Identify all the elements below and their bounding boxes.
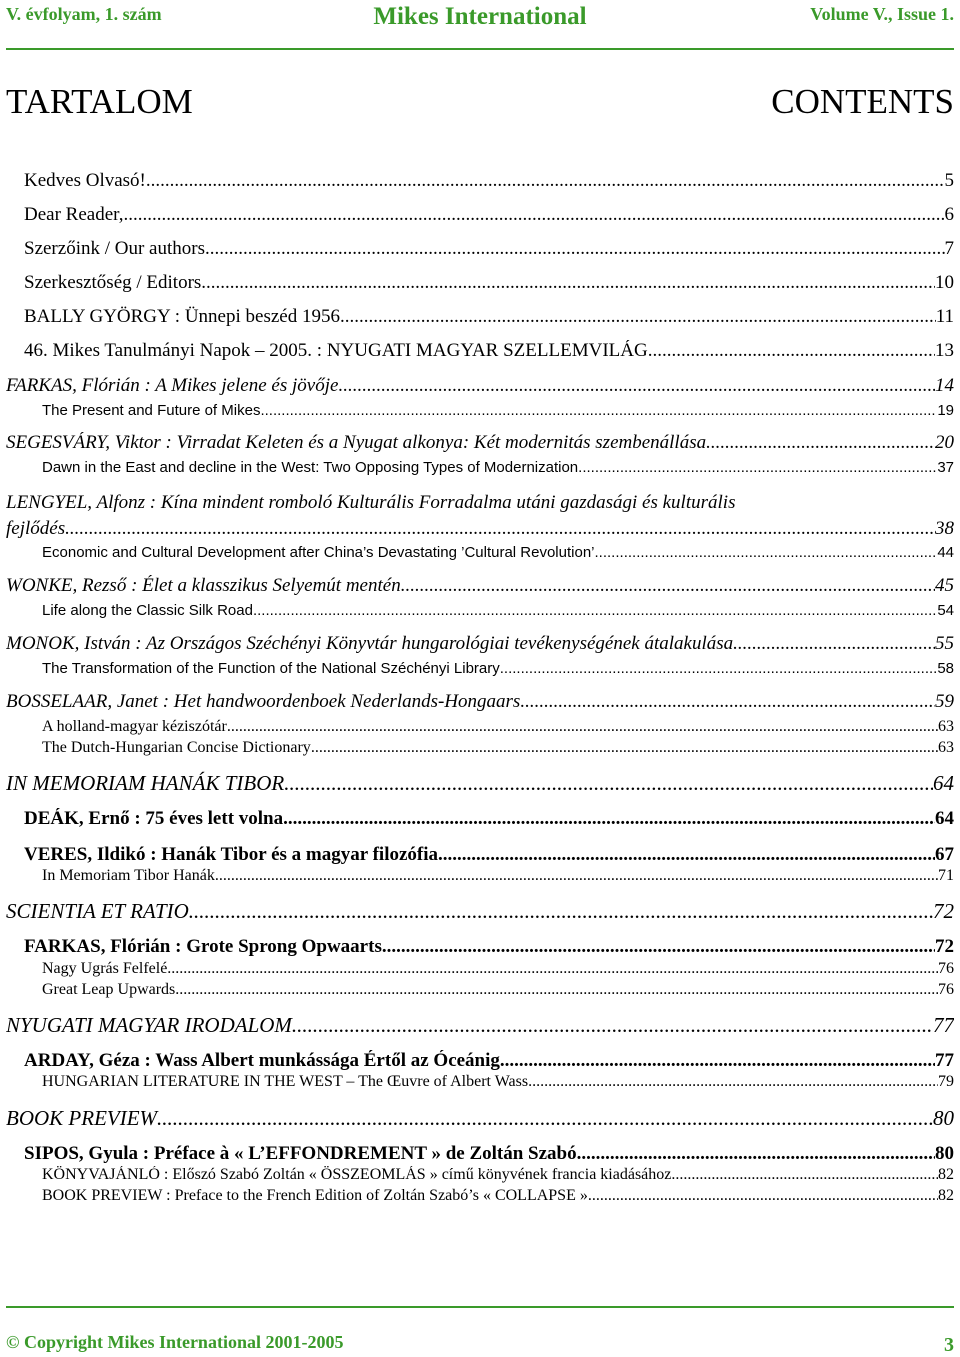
toc-section[interactable]: [6, 899, 954, 923]
title-contents: CONTENTS: [771, 82, 954, 121]
toc-entry-page: 63: [938, 739, 954, 756]
toc-entry-page: 77: [935, 1050, 954, 1071]
dot-leader: [205, 238, 945, 260]
dot-leader: [500, 660, 938, 677]
toc-entry-title: Nagy Ugrás Felfelé: [42, 960, 168, 977]
toc-subentry[interactable]: [42, 1073, 954, 1091]
toc-entry-page: 20: [935, 432, 954, 453]
dot-leader: [157, 1106, 933, 1130]
toc-subentry[interactable]: [42, 981, 954, 999]
toc-entry-page: 64: [935, 808, 954, 829]
toc-entry-title: Dawn in the East and decline in the West: Two Opposing Types of Modernization: [42, 459, 579, 476]
toc-entry-page: 63: [938, 718, 954, 735]
toc-entry-title: FARKAS, Flórián : Grote Sprong Opwaarts: [24, 936, 382, 957]
toc-entry-page: 44: [937, 544, 954, 561]
toc-entry-page: 37: [937, 459, 954, 476]
toc-subentry[interactable]: [42, 739, 954, 757]
dot-leader: [175, 981, 938, 999]
dot-leader: [671, 1166, 938, 1184]
toc-entry-page: 13: [935, 340, 954, 361]
toc-entry-page: 80: [935, 1143, 954, 1164]
toc-section-title: NYUGATI MAGYAR IRODALOM: [6, 1013, 292, 1037]
toc-subentry[interactable]: [42, 602, 954, 619]
toc-entry-page: 72: [935, 936, 954, 957]
toc-entry-page: 79: [938, 1073, 954, 1090]
toc-entry-title: SEGESVÁRY, Viktor : Virradat Keleten és a Nyugat alkonya: Két modernitás szembenállása: [6, 432, 707, 453]
toc-entry-page: 58: [937, 660, 954, 677]
toc-entry[interactable]: [24, 1143, 954, 1165]
toc-entry[interactable]: [6, 575, 954, 597]
toc-entry[interactable]: [24, 204, 954, 226]
dot-leader: [283, 808, 935, 830]
header-volume-hu: V. évfolyam, 1. szám: [6, 4, 162, 24]
dot-leader: [706, 432, 935, 454]
dot-leader: [528, 1073, 938, 1091]
toc-entry-title: BOOK PREVIEW : Preface to the French Edition of Zoltán Szabó’s « COLLAPSE »: [42, 1187, 588, 1204]
header-volume-en: Volume V., Issue 1.: [810, 4, 954, 24]
header-journal-title: Mikes International: [373, 3, 587, 30]
toc-section-page: 77: [933, 1013, 954, 1037]
toc-entry-page: 76: [938, 960, 954, 977]
dot-leader: [65, 518, 935, 540]
toc-entry-page: 67: [935, 844, 954, 865]
toc-subentry[interactable]: [42, 718, 954, 736]
toc-entry-title: LENGYEL, Alfonz : Kína mindent romboló Kulturális Forradalma utáni gazdasági és kulturális: [6, 492, 736, 513]
toc-entry[interactable]: [6, 691, 954, 713]
toc-entry[interactable]: [6, 492, 954, 514]
toc-entry-page: 54: [937, 602, 954, 619]
dot-leader: [260, 402, 937, 419]
toc-entry-title: A holland-magyar kéziszótár: [42, 718, 227, 735]
dot-leader: [382, 936, 935, 958]
toc-entry-title: KÖNYVAJÁNLÓ : Előszó Szabó Zoltán « ÖSSZEOMLÁS » című könyvének francia kiadásához: [42, 1166, 672, 1183]
toc-entry-page: 11: [935, 306, 954, 327]
toc-entry[interactable]: [6, 633, 954, 655]
dot-leader: [345, 306, 936, 328]
dot-leader: [123, 204, 944, 226]
toc-entry[interactable]: [24, 808, 954, 830]
dot-leader: [595, 544, 938, 561]
toc-entry[interactable]: [24, 936, 954, 958]
toc-entry-page: 55: [935, 633, 954, 654]
toc-entry-page: 71: [938, 867, 954, 884]
toc-entry-title: VERES, Ildikó : Hanák Tibor és a magyar filozófia: [24, 844, 439, 865]
dot-leader: [311, 739, 938, 757]
dot-leader: [215, 867, 938, 885]
toc-subentry[interactable]: [42, 1187, 954, 1205]
dot-leader: [520, 691, 935, 713]
toc-entry-title: 46. Mikes Tanulmányi Napok – 2005. : NYUGATI MAGYAR SZELLEMVILÁG: [24, 340, 648, 361]
toc-section[interactable]: [6, 771, 954, 795]
toc-entry-title: MONOK, István : Az Országos Széchényi Könyvtár hungarológiai tevékenységének átalakulása: [6, 633, 734, 654]
toc-entry[interactable]: [24, 340, 954, 362]
toc-section[interactable]: [6, 1013, 954, 1037]
dot-leader: [578, 459, 937, 476]
contents-title-row: [6, 82, 954, 132]
toc-entry-title: Szerzőink / Our authors: [24, 238, 205, 259]
title-tartalom: TARTALOM: [6, 82, 193, 121]
toc-entry-title: BALLY GYÖRGY : Ünnepi beszéd 1956.: [24, 306, 345, 327]
toc-entry[interactable]: [24, 272, 954, 294]
toc-entry[interactable]: [24, 844, 954, 866]
toc-entry-page: 5: [944, 170, 954, 191]
dot-leader: [500, 1050, 935, 1072]
toc-entry-page: 38: [935, 518, 954, 539]
dot-leader: [253, 602, 937, 619]
toc-section-title: SCIENTIA ET RATIO: [6, 899, 189, 923]
toc-subentry[interactable]: [42, 1166, 954, 1184]
footer-rule: [6, 1306, 954, 1308]
dot-leader: [201, 272, 935, 294]
dot-leader: [292, 1013, 933, 1037]
toc-subentry[interactable]: [42, 867, 954, 885]
toc-entry-title: Economic and Cultural Development after China’s Devastating ’Cultural Revolution’: [42, 544, 595, 561]
dot-leader: [733, 633, 935, 655]
dot-leader: [167, 960, 938, 978]
dot-leader: [588, 1187, 938, 1205]
toc-section-page: 80: [933, 1106, 954, 1130]
toc-entry-page: 14: [935, 375, 954, 396]
dot-leader: [338, 375, 935, 397]
dot-leader: [401, 575, 935, 597]
toc-subentry[interactable]: [42, 459, 954, 476]
running-header: [0, 0, 960, 36]
toc-section-page: 64: [933, 771, 954, 795]
dot-leader: [577, 1143, 935, 1165]
toc-entry[interactable]: [24, 306, 954, 328]
toc-entry-title: DEÁK, Ernő : 75 éves lett volna: [24, 808, 284, 829]
dot-leader: [284, 771, 933, 795]
toc-entry-title: Great Leap Upwards: [42, 981, 176, 998]
toc-entry-title: HUNGARIAN LITERATURE IN THE WEST – The Œuvre of Albert Wass: [42, 1073, 529, 1090]
toc-subentry[interactable]: [42, 402, 954, 419]
toc-entry-page: 82: [938, 1187, 954, 1204]
toc-entry-title: ARDAY, Géza : Wass Albert munkássága Értől az Óceánig: [24, 1050, 500, 1071]
toc-entry-page: 10: [935, 272, 954, 293]
toc-entry[interactable]: [6, 375, 954, 397]
toc-entry-page: 45: [935, 575, 954, 596]
toc-entry-title: The Transformation of the Function of the National Széchényi Library: [42, 660, 500, 677]
dot-leader: [648, 340, 935, 362]
toc-entry-page: 82: [938, 1166, 954, 1183]
toc-entry[interactable]: [24, 170, 954, 192]
toc-entry-title: SIPOS, Gyula : Préface à « L’EFFONDREMENT » de Zoltán Szabó: [24, 1143, 577, 1164]
dot-leader: [227, 718, 938, 736]
page-footer: [6, 1332, 954, 1356]
toc-section-title: IN MEMORIAM HANÁK TIBOR: [6, 771, 285, 795]
dot-leader: [438, 844, 935, 866]
toc-entry-title: BOSSELAAR, Janet : Het handwoordenboek Nederlands-Hongaars: [6, 691, 521, 712]
toc-entry-title: Szerkesztőség / Editors: [24, 272, 202, 293]
toc-entry[interactable]: [6, 432, 954, 454]
dot-leader: [189, 899, 933, 923]
toc-entry-page: 6: [944, 204, 954, 225]
toc-section-title: BOOK PREVIEW: [6, 1106, 158, 1130]
toc-entry-page: 19: [937, 402, 954, 419]
toc-entry-title: The Dutch-Hungarian Concise Dictionary: [42, 739, 311, 756]
toc-entry[interactable]: [24, 1050, 954, 1072]
dot-leader: [146, 170, 945, 192]
toc-subentry[interactable]: [42, 960, 954, 978]
toc-section[interactable]: [6, 1106, 954, 1130]
toc-subentry[interactable]: [42, 544, 954, 561]
copyright-notice: © Copyright Mikes International 2001-2005: [6, 1332, 344, 1352]
toc-entry-continued[interactable]: [6, 518, 954, 540]
toc-entry-page: 76: [938, 981, 954, 998]
toc-entry-page: 7: [944, 238, 954, 259]
toc-entry-title: fejlődés: [6, 518, 66, 539]
toc-entry-title: The Present and Future of Mikes: [42, 402, 261, 419]
toc-entry-title: In Memoriam Tibor Hanák: [42, 867, 215, 884]
toc-entry-title: Kedves Olvasó!: [24, 170, 146, 191]
toc-section-page: 72: [933, 899, 954, 923]
toc-entry-title: Life along the Classic Silk Road: [42, 602, 253, 619]
toc-entry-title: Dear Reader,: [24, 204, 124, 225]
page-number: 3: [944, 1334, 954, 1356]
toc-entry-title: FARKAS, Flórián : A Mikes jelene és jövője: [6, 375, 339, 396]
toc-entry-title: WONKE, Rezső : Élet a klasszikus Selyemút mentén: [6, 575, 401, 596]
toc-entry[interactable]: [24, 238, 954, 260]
header-rule: [6, 48, 954, 50]
toc-subentry[interactable]: [42, 660, 954, 677]
toc-entry-page: 59: [935, 691, 954, 712]
